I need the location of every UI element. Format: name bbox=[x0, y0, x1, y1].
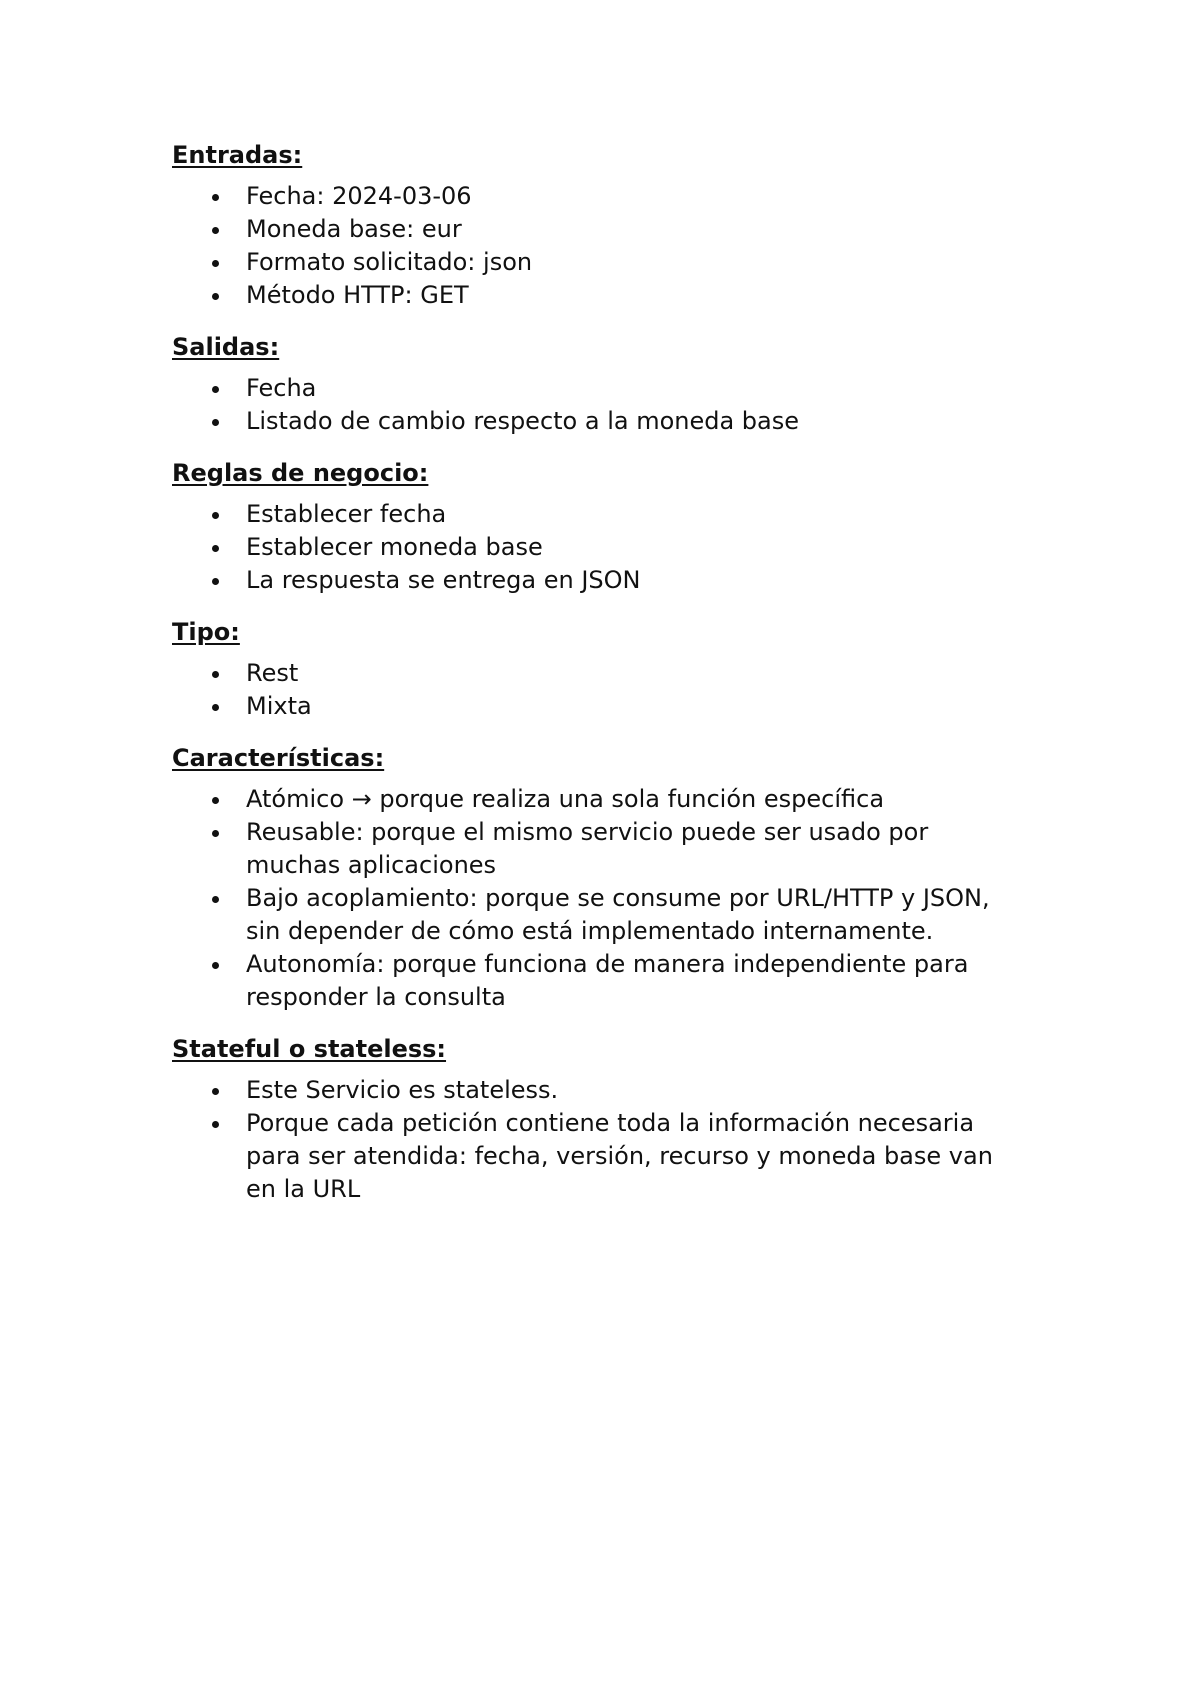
section-heading: Entradas: bbox=[172, 141, 303, 169]
list-item bbox=[172, 498, 1006, 531]
bullet-icon bbox=[212, 671, 219, 678]
bullet-list bbox=[172, 1074, 1032, 1206]
list-item-text: Método HTTP: GET bbox=[246, 281, 469, 309]
list-item-text: Moneda base: eur bbox=[246, 215, 462, 243]
bullet-icon bbox=[212, 704, 219, 711]
list-item bbox=[172, 405, 1006, 438]
section-salidas bbox=[172, 331, 1032, 438]
bullet-list bbox=[172, 372, 1032, 438]
list-item-text: Fecha: 2024-03-06 bbox=[246, 182, 472, 210]
list-item-text: Porque cada petición contiene toda la información necesaria para ser atendida: fecha, versión, recurso y moneda base van en la URL bbox=[246, 1109, 993, 1203]
list-item-text: Atómico → porque realiza una sola función específica bbox=[246, 785, 885, 813]
bullet-icon bbox=[212, 545, 219, 552]
bullet-icon bbox=[212, 194, 219, 201]
list-item-text: Fecha bbox=[246, 374, 317, 402]
bullet-icon bbox=[212, 512, 219, 519]
section-heading: Reglas de negocio: bbox=[172, 459, 429, 487]
list-item bbox=[172, 882, 1006, 948]
bullet-icon bbox=[212, 578, 219, 585]
list-item bbox=[172, 690, 1006, 723]
list-item bbox=[172, 816, 1006, 882]
bullet-icon bbox=[212, 962, 219, 969]
bullet-icon bbox=[212, 293, 219, 300]
section-heading: Salidas: bbox=[172, 333, 280, 361]
section-heading: Tipo: bbox=[172, 618, 240, 646]
list-item bbox=[172, 531, 1006, 564]
section-heading: Stateful o stateless: bbox=[172, 1035, 447, 1063]
list-item-text: Mixta bbox=[246, 692, 312, 720]
bullet-icon bbox=[212, 227, 219, 234]
list-item bbox=[172, 783, 1006, 816]
list-item-text: La respuesta se entrega en JSON bbox=[246, 566, 641, 594]
bullet-icon bbox=[212, 386, 219, 393]
bullet-icon bbox=[212, 1088, 219, 1095]
document-content bbox=[172, 139, 1032, 1225]
list-item bbox=[172, 180, 1006, 213]
list-item-text: Establecer moneda base bbox=[246, 533, 543, 561]
list-item bbox=[172, 213, 1006, 246]
list-item bbox=[172, 1074, 1006, 1107]
list-item-text: Rest bbox=[246, 659, 299, 687]
bullet-icon bbox=[212, 419, 219, 426]
bullet-icon bbox=[212, 896, 219, 903]
list-item-text: Establecer fecha bbox=[246, 500, 447, 528]
list-item-text: Este Servicio es stateless. bbox=[246, 1076, 559, 1104]
list-item bbox=[172, 657, 1006, 690]
bullet-list bbox=[172, 498, 1032, 597]
bullet-icon bbox=[212, 1121, 219, 1128]
bullet-icon bbox=[212, 830, 219, 837]
list-item-text: Listado de cambio respecto a la moneda base bbox=[246, 407, 800, 435]
list-item bbox=[172, 246, 1006, 279]
list-item bbox=[172, 279, 1006, 312]
section-stateful-o-stateless bbox=[172, 1033, 1032, 1206]
bullet-list bbox=[172, 783, 1032, 1014]
list-item bbox=[172, 1107, 1006, 1206]
section-entradas bbox=[172, 139, 1032, 312]
section-caracteristicas bbox=[172, 742, 1032, 1014]
list-item-text: Autonomía: porque funciona de manera independiente para responder la consulta bbox=[246, 950, 969, 1011]
section-heading: Características: bbox=[172, 744, 385, 772]
bullet-list bbox=[172, 657, 1032, 723]
list-item-text: Reusable: porque el mismo servicio puede ser usado por muchas aplicaciones bbox=[246, 818, 929, 879]
list-item bbox=[172, 372, 1006, 405]
bullet-icon bbox=[212, 260, 219, 267]
list-item bbox=[172, 948, 1006, 1014]
section-tipo bbox=[172, 616, 1032, 723]
section-reglas-de-negocio bbox=[172, 457, 1032, 597]
list-item-text: Bajo acoplamiento: porque se consume por URL/HTTP y JSON, sin depender de cómo está implementado internamente. bbox=[246, 884, 990, 945]
bullet-icon bbox=[212, 797, 219, 804]
list-item-text: Formato solicitado: json bbox=[246, 248, 533, 276]
list-item bbox=[172, 564, 1006, 597]
bullet-list bbox=[172, 180, 1032, 312]
